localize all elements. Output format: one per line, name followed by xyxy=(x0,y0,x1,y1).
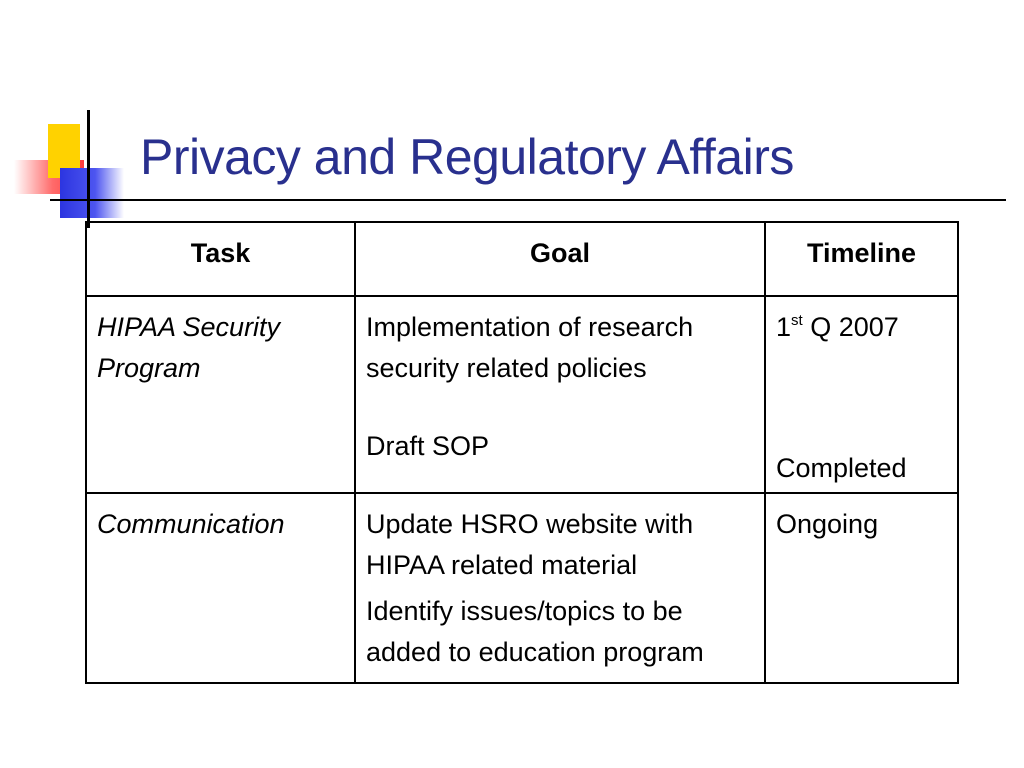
header-goal: Goal xyxy=(355,222,765,296)
timeline-text: 1st Q 2007 xyxy=(776,312,899,342)
task-table xyxy=(85,221,959,684)
goal-text: Update HSRO website with xyxy=(366,509,694,539)
page-title: Privacy and Regulatory Affairs xyxy=(140,129,794,185)
table-header-row xyxy=(86,222,958,296)
goal-text: HIPAA related material xyxy=(366,549,638,580)
goal-text: Implementation of research xyxy=(366,312,694,342)
task-text: HIPAA Security xyxy=(97,312,281,342)
timeline-status: Completed xyxy=(776,452,907,483)
timeline-cell xyxy=(765,296,958,493)
goal-text: Draft SOP xyxy=(366,431,490,461)
decorative-vertical-line xyxy=(87,110,90,228)
header-task: Task xyxy=(86,222,355,296)
task-text: Program xyxy=(97,352,201,383)
decorative-blue-square xyxy=(60,168,124,218)
task-cell xyxy=(86,296,355,493)
timeline-text: Ongoing xyxy=(776,509,879,539)
task-text: Communication xyxy=(97,509,285,539)
table-row xyxy=(86,296,958,493)
goal-text: security related policies xyxy=(366,352,647,383)
goal-text: added to education program xyxy=(366,636,704,667)
goal-cell xyxy=(355,296,765,493)
title-underline xyxy=(50,199,1006,201)
goal-cell xyxy=(355,493,765,683)
goal-text: Identify issues/topics to be xyxy=(366,596,683,626)
timeline-cell xyxy=(765,493,958,683)
table-row xyxy=(86,493,958,683)
header-timeline: Timeline xyxy=(765,222,958,296)
task-cell xyxy=(86,493,355,683)
